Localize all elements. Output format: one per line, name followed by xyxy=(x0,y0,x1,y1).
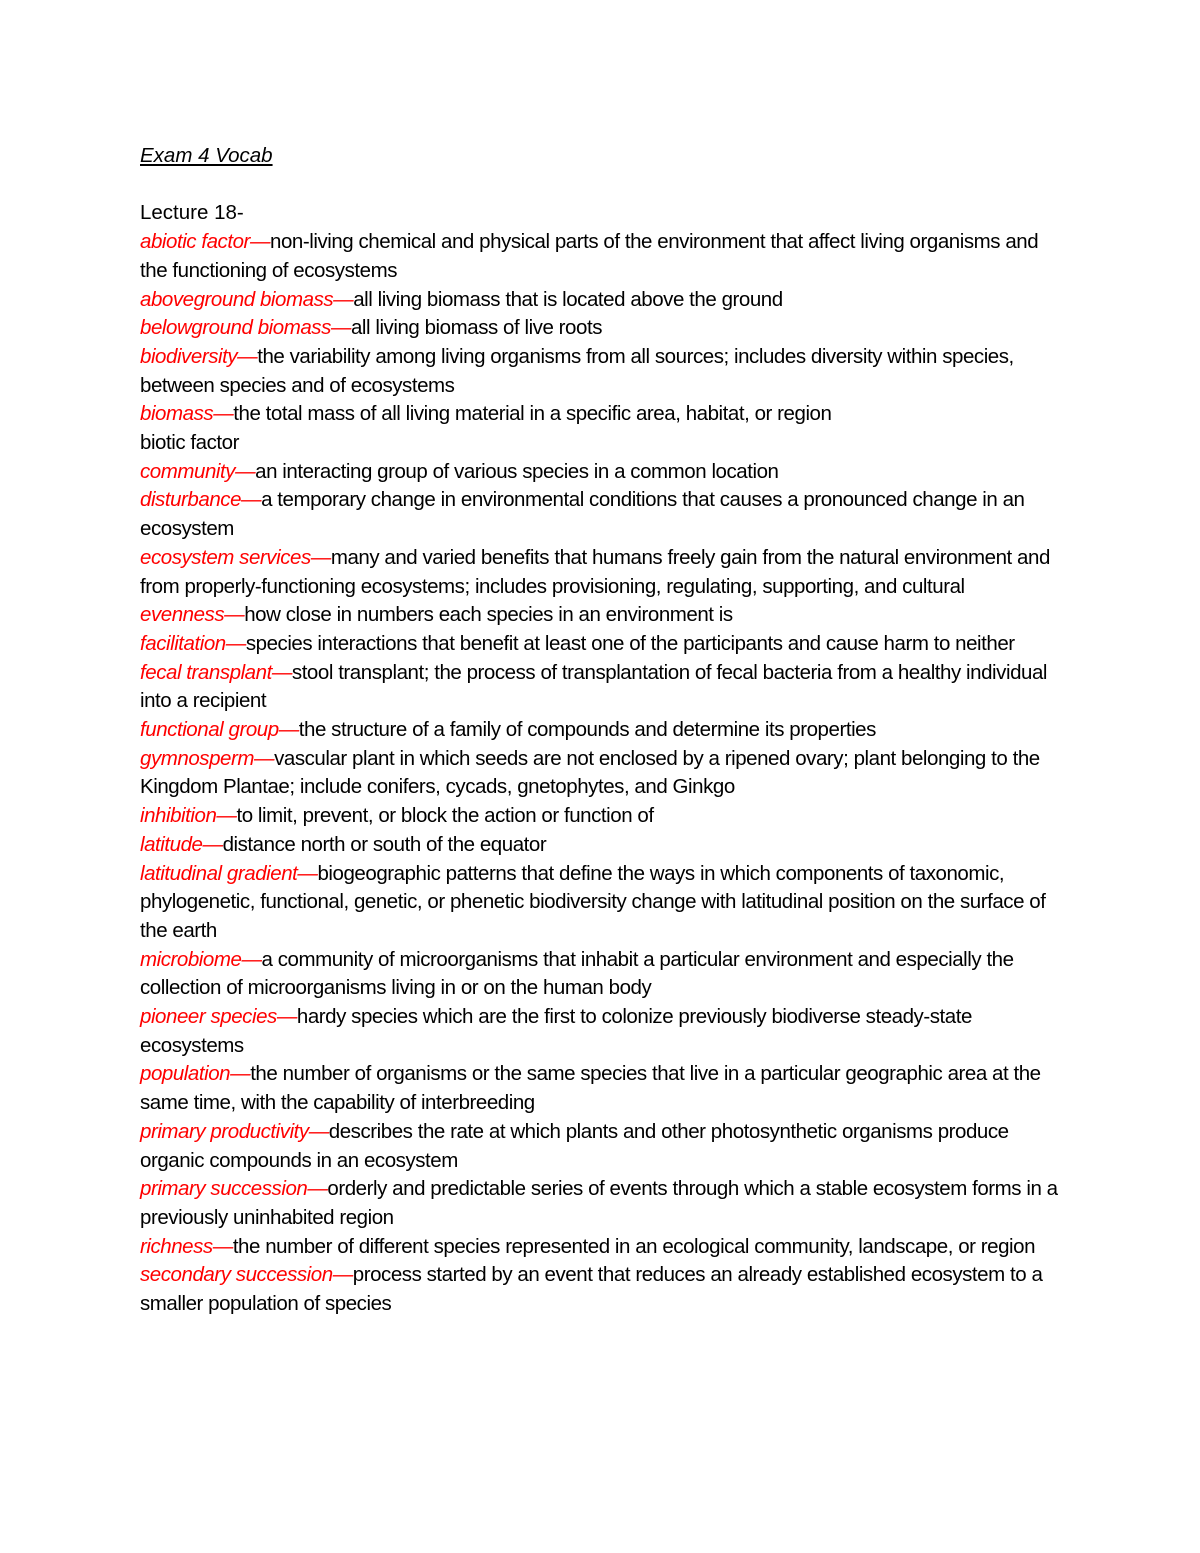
vocab-term: aboveground biomass xyxy=(140,287,334,311)
vocab-definition: hardy species which are the first to colonize previously biodiverse steady-state ecosystems xyxy=(140,1005,972,1057)
term-separator: — xyxy=(213,402,234,426)
vocab-definition: the number of different species represented in an ecological community, landscape, or region xyxy=(232,1234,1036,1258)
vocab-term: primary succession xyxy=(140,1177,308,1201)
vocab-entry xyxy=(140,544,1070,601)
vocab-definition: the structure of a family of compounds and determine its properties xyxy=(298,718,876,742)
term-separator: — xyxy=(241,488,262,512)
vocab-definition: stool transplant; the process of transplantation of fecal bacteria from a healthy individual into a recipient xyxy=(140,660,1048,713)
vocab-definition: the variability among living organisms from all sources; includes diversity within species, between species and of ecosystems xyxy=(140,344,1014,397)
vocab-definition: an interacting group of various species in a common location xyxy=(255,459,779,483)
vocab-entry xyxy=(140,630,1070,659)
vocab-definition: distance north or south of the equator xyxy=(222,832,547,856)
vocab-entry xyxy=(140,1175,1070,1232)
term-separator: — xyxy=(307,1177,328,1201)
term-separator: — xyxy=(332,1263,353,1287)
section-heading: Lecture 18- xyxy=(140,201,244,225)
vocab-definition: describes the rate at which plants and other photosynthetic organisms produce organic compounds in an ecosystem xyxy=(140,1119,1009,1172)
blank-line xyxy=(140,171,1070,200)
vocab-term: latitude xyxy=(140,832,203,856)
vocab-entry xyxy=(140,343,1070,400)
vocab-entry xyxy=(140,659,1070,716)
vocab-definition: a community of microorganisms that inhabit a particular environment and especially the collection of microorganisms living in or on the human body xyxy=(140,947,1014,1000)
term-separator: — xyxy=(212,1234,233,1258)
vocab-term: ecosystem services xyxy=(140,545,311,569)
vocab-term: belowground biomass xyxy=(140,316,331,340)
vocab-definition: species interactions that benefit at least one of the participants and cause harm to neither xyxy=(245,631,1015,655)
vocab-entry xyxy=(140,486,1070,543)
vocab-entry xyxy=(140,314,1070,343)
document-title: Exam 4 Vocab xyxy=(140,144,273,167)
term-separator: — xyxy=(333,287,354,311)
vocab-entry xyxy=(140,716,1070,745)
document-page xyxy=(140,142,1070,1319)
vocab-term: latitudinal gradient xyxy=(140,861,298,885)
vocab-definition: the total mass of all living material in a specific area, habitat, or region xyxy=(233,402,832,426)
vocab-term: community xyxy=(140,459,236,483)
vocab-entry xyxy=(140,429,1070,458)
vocab-definition: all living biomass that is located above the ground xyxy=(353,287,783,311)
vocab-term: inhibition xyxy=(140,804,217,828)
vocab-entry xyxy=(140,286,1070,315)
vocab-entry xyxy=(140,601,1070,630)
vocab-term: functional group xyxy=(140,718,279,742)
vocab-term: facilitation xyxy=(140,631,226,655)
vocab-entry xyxy=(140,802,1070,831)
vocab-definition: all living biomass of live roots xyxy=(350,316,603,340)
vocab-entry xyxy=(140,946,1070,1003)
vocab-definition: biotic factor xyxy=(140,431,239,455)
vocab-entry xyxy=(140,458,1070,487)
term-separator: — xyxy=(230,1062,251,1086)
term-separator: — xyxy=(271,660,292,684)
vocab-definition: non-living chemical and physical parts of the environment that affect living organisms and the functioning of ecosystems xyxy=(140,230,1039,282)
vocab-term: biodiversity xyxy=(140,344,238,368)
vocab-entry xyxy=(140,1060,1070,1117)
vocab-definition: to limit, prevent, or block the action or function of xyxy=(236,804,654,828)
term-separator: — xyxy=(278,718,299,742)
vocab-definition: a temporary change in environmental conditions that causes a pronounced change in an ecosystem xyxy=(140,488,1025,541)
vocab-definition: process started by an event that reduces an already established ecosystem to a smaller population of species xyxy=(140,1263,1043,1316)
vocab-list xyxy=(140,228,1070,1319)
term-separator: — xyxy=(237,344,258,368)
term-separator: — xyxy=(297,861,318,885)
term-separator: — xyxy=(330,316,351,340)
vocab-definition: many and varied benefits that humans freely gain from the natural environment and from properly-functioning ecosystems; includes provisioning, regulating, supporting, and cultural xyxy=(140,545,1050,598)
vocab-entry xyxy=(140,400,1070,429)
vocab-term: richness xyxy=(140,1234,213,1258)
term-separator: — xyxy=(225,631,246,655)
term-separator: — xyxy=(235,459,256,483)
vocab-entry xyxy=(140,745,1070,802)
term-separator: — xyxy=(224,603,245,627)
term-separator: — xyxy=(202,832,223,856)
vocab-definition: orderly and predictable series of events through which a stable ecosystem forms in a previously uninhabited region xyxy=(140,1177,1058,1229)
vocab-term: evenness xyxy=(140,603,225,627)
vocab-term: disturbance xyxy=(140,488,242,512)
vocab-term: abiotic factor xyxy=(140,230,250,254)
vocab-entry xyxy=(140,1003,1070,1060)
term-separator: — xyxy=(249,230,270,254)
term-separator: — xyxy=(216,804,237,828)
vocab-entry xyxy=(140,860,1070,946)
vocab-definition: biogeographic patterns that define the ways in which components of taxonomic, phylogenetic, functional, genetic, or phenetic biodiversity change with latitudinal position on the surface of the earth xyxy=(140,861,1046,942)
vocab-term: secondary succession xyxy=(140,1263,333,1287)
term-separator: — xyxy=(254,746,275,770)
vocab-entry xyxy=(140,1118,1070,1175)
vocab-term: pioneer species xyxy=(140,1005,277,1029)
vocab-term: gymnosperm xyxy=(140,746,254,770)
vocab-definition: how close in numbers each species in an environment is xyxy=(244,603,733,627)
vocab-entry xyxy=(140,1261,1070,1318)
term-separator: — xyxy=(241,947,262,971)
term-separator: — xyxy=(308,1119,329,1143)
vocab-term: primary productivity xyxy=(140,1119,309,1143)
vocab-term: fecal transplant xyxy=(140,660,272,684)
vocab-entry xyxy=(140,831,1070,860)
vocab-definition: the number of organisms or the same species that live in a particular geographic area at the same time, with the capability of interbreeding xyxy=(140,1062,1041,1115)
vocab-entry xyxy=(140,228,1070,285)
vocab-term: population xyxy=(140,1062,231,1086)
term-separator: — xyxy=(310,545,331,569)
vocab-term: biomass xyxy=(140,402,214,426)
vocab-entry xyxy=(140,1233,1070,1262)
vocab-term: microbiome xyxy=(140,947,242,971)
term-separator: — xyxy=(276,1005,297,1029)
vocab-definition: vascular plant in which seeds are not enclosed by a ripened ovary; plant belonging to the Kingdom Plantae; include conifers, cycads, gnetophytes, and Ginkgo xyxy=(140,746,1040,799)
